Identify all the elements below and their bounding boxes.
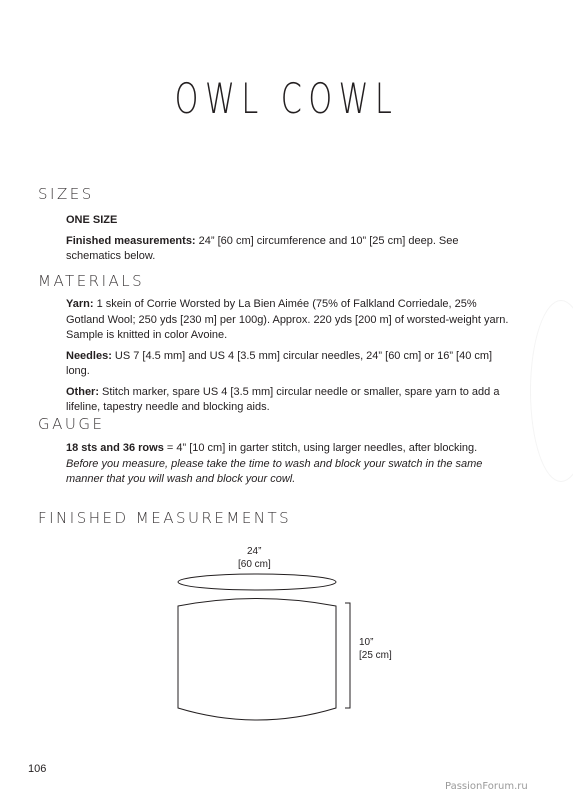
page-number: 106 — [28, 763, 47, 775]
depth-inches-label: 10” — [359, 637, 374, 648]
size-label: ONE SIZE — [66, 214, 118, 226]
gauge-heading: GAUGE — [38, 415, 105, 433]
width-cm-label: [60 cm] — [238, 559, 271, 570]
gauge-note: Before you measure, please take the time to wash and block your swatch in the same manner that you will wash and block your cowl. — [66, 457, 483, 485]
finished-measurements-text: Finished measurements: 24” [60 cm] circumference and 10” [25 cm] deep. See schematics below. — [66, 234, 459, 262]
top-ellipse — [178, 574, 336, 590]
watermark: PassionForum.ru — [445, 781, 528, 792]
finished-measurements-heading: FINISHED MEASUREMENTS — [38, 509, 292, 527]
yarn-text: Yarn: 1 skein of Corrie Worsted by La Bien Aimée (75% of Falkland Corriedale, 25% Gotland Wool; 250 yds [230 m] per 100g). Approx. 220 yds [200 m] of worsted-weight yarn. Sample is knitted in color Avoine. — [66, 298, 509, 341]
sizes-heading: SIZES — [38, 185, 94, 203]
materials-heading: MATERIALS — [38, 272, 145, 290]
other-text: Other: Stitch marker, spare US 4 [3.5 mm] circular needle or smaller, spare yarn to add a lifeline, tapestry needle and blocking aids. — [66, 385, 500, 413]
depth-bracket — [345, 603, 350, 708]
cylinder-body — [178, 599, 336, 721]
pattern-title: OWL COWL — [174, 74, 399, 123]
needles-text: Needles: US 7 [4.5 mm] and US 4 [3.5 mm] circular needles, 24” [60 cm] or 16” [40 cm] long. — [66, 349, 493, 377]
width-inches-label: 24” — [247, 546, 262, 557]
gauge-text: 18 sts and 36 rows = 4” [10 cm] in garter stitch, using larger needles, after blocking. — [66, 442, 478, 454]
depth-cm-label: [25 cm] — [359, 650, 392, 661]
